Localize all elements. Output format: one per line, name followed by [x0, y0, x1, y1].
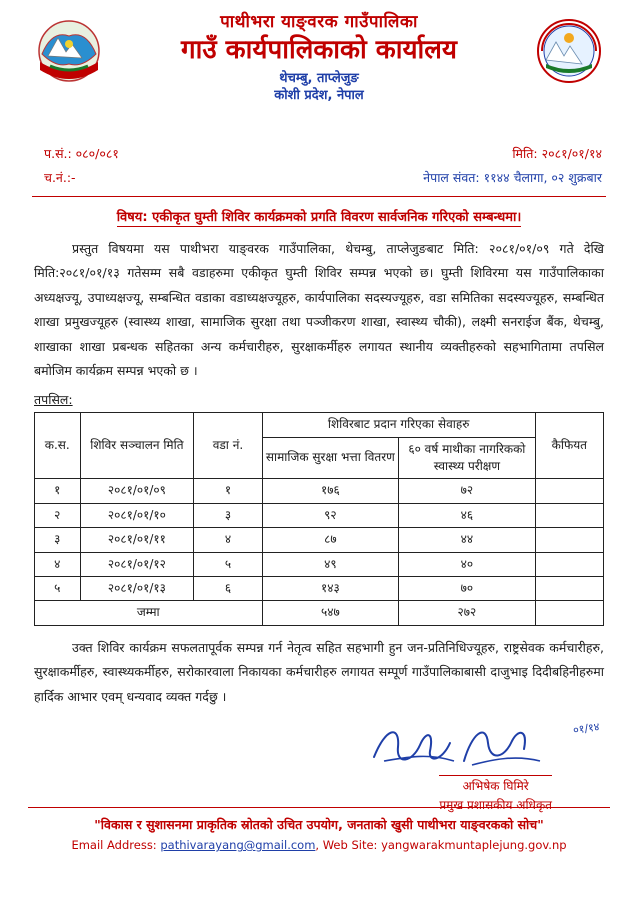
letter-date: मिति: २०८१/०१/१४ [512, 146, 602, 161]
header-remarks: कैफियत [535, 413, 603, 479]
cell-remarks [535, 552, 603, 576]
reference-left [44, 142, 119, 190]
header-services-group: शिविरबाट प्रदान गरिएका सेवाहरु [262, 413, 535, 437]
organization-line-2: गाउँ कार्यपालिकाको कार्यालय [181, 35, 457, 66]
cell-remarks [535, 479, 603, 503]
email-address[interactable]: pathivarayang@gmail.com [160, 838, 316, 852]
cell-service-2: ७२ [399, 479, 536, 503]
body-paragraph-2: उक्त शिविर कार्यक्रम सफलतापूर्वक सम्पन्न गर्न नेतृत्व सहित सहभागी हुन जन-प्रतिनिधिज्यूहरु, राष्ट्रसेवक कर्मचारीहरु, सुरक्षाकर्मीहरु, स्वास्थ्यकर्मीहरु, सरोकारवाला निकायका कर्मचारीहरु लगायत सम्पूर्ण गाउँपालिकाबासी दाजुभाइ दिदीबहिनीहरुमा हार्दिक आभार एवम् धन्यवाद व्यक्त गर्दछु । [34, 639, 604, 704]
header-service-1: सामाजिक सुरक्षा भत्ता वितरण [262, 437, 399, 479]
nepal-government-emblem-icon [32, 14, 106, 88]
cell-remarks [535, 576, 603, 600]
table-total-row [35, 601, 604, 625]
table-row [35, 576, 604, 600]
cell-ward: ५ [194, 552, 262, 576]
signatory-name: अभिषेक घिमिरे [439, 775, 552, 796]
chalani-number: च.नं.:- [44, 169, 76, 185]
footer [28, 807, 610, 852]
cell-service-1: १४३ [262, 576, 399, 600]
total-service-1: ५४७ [262, 601, 399, 625]
cell-date: २०८१/०१/१३ [80, 576, 194, 600]
total-service-2: २७२ [399, 601, 536, 625]
cell-service-1: १७६ [262, 479, 399, 503]
subject-prefix: विषय: [116, 210, 148, 225]
tapsil-label: तपसिल: [34, 392, 73, 408]
organization-address-line-1: थेचम्बु, ताप्लेजुङ [279, 70, 359, 86]
subject-text: एकीकृत घुम्ती शिविर कार्यक्रमको प्रगति विवरण सार्वजनिक गरिएको सम्बन्धमा। [152, 210, 522, 225]
body-paragraph-1: प्रस्तुत विषयमा यस पाथीभरा याङ्वरक गाउँपालिका, थेचम्बु, ताप्लेजुङबाट मिति: २०८१/०१/०९ गते देखि मिति:२०८१/०१/१३ गतेसम्म सबै वडाहरुमा एकीकृत घुम्ती शिविर सम्पन्न भएको छ। घुम्ती शिविरमा यस गाउँपालिकाका अध्यक्षज्यू, उपाध्यक्षज्यू, सम्बन्धित वडाका वडाध्यक्षज्यूहरु, कार्यपालिका सदस्यज्यूहरु, वडा समितिका सदस्यज्यूहरु, सम्बन्धित शाखा प्रमुखज्यूहरु (स्वास्थ्य शाखा, सामाजिक सुरक्षा तथा पञ्जीकरण शाखा, स्वास्थ्य चौकी), लक्ष्मी सनराईज बैंक, थेचम्बु, शाखाका शाखा प्रबन्धक सहितका अन्य कर्मचारीहरु, सुरक्षाकर्मीहरु लगायत स्थानीय व्यक्तीहरुको सहभागितामा तपसिल बमोजिम कार्यक्रम सम्पन्न भएको छ । [34, 241, 604, 378]
cell-service-2: ७० [399, 576, 536, 600]
header-date: शिविर सञ्चालन मिति [80, 413, 194, 479]
cell-sn: २ [35, 503, 81, 527]
website-label: , Web Site: [315, 838, 378, 852]
cell-service-1: ८७ [262, 528, 399, 552]
cell-service-2: ४६ [399, 503, 536, 527]
cell-date: २०८१/०१/१० [80, 503, 194, 527]
cell-sn: ५ [35, 576, 81, 600]
footer-divider [28, 807, 610, 808]
handwritten-signature-icon [368, 717, 558, 775]
header-service-2: ६० वर्ष माथीका नागरिकको स्वास्थ्य परीक्षण [399, 437, 536, 479]
reference-right [423, 142, 602, 190]
total-label: जम्मा [35, 601, 263, 625]
cell-date: २०८१/०१/०९ [80, 479, 194, 503]
reference-row [28, 142, 610, 194]
cell-ward: ४ [194, 528, 262, 552]
table-row [35, 503, 604, 527]
header-ward: वडा नं. [194, 413, 262, 479]
table-row [35, 552, 604, 576]
subject-line [28, 207, 610, 225]
cell-sn: ३ [35, 528, 81, 552]
cell-service-1: ९२ [262, 503, 399, 527]
progress-table [34, 412, 604, 626]
cell-remarks [535, 503, 603, 527]
cell-date: २०८१/०१/१२ [80, 552, 194, 576]
cell-ward: ६ [194, 576, 262, 600]
cell-ward: १ [194, 479, 262, 503]
organization-line-1: पाथीभरा याङ्वरक गाउँपालिका [220, 12, 418, 32]
table-header-row-1 [35, 413, 604, 437]
footer-contact [28, 838, 610, 852]
patra-sankhya: प.सं.: ०८०/०८१ [44, 146, 119, 161]
signature-date: ०१/१४ [572, 720, 601, 737]
table-row [35, 479, 604, 503]
cell-service-2: ४० [399, 552, 536, 576]
organization-address-line-2: कोशी प्रदेश, नेपाल [274, 88, 364, 104]
nepal-sambat-date: नेपाल संवत: ११४४ चैलागा, ०२ शुक्रबार [423, 169, 602, 185]
cell-service-1: ४९ [262, 552, 399, 576]
cell-ward: ३ [194, 503, 262, 527]
cell-sn: १ [35, 479, 81, 503]
letterhead [28, 0, 610, 136]
email-label: Email Address: [71, 838, 157, 852]
cell-service-2: ४४ [399, 528, 536, 552]
table-row [35, 528, 604, 552]
footer-slogan: "विकास र सुशासनमा प्राकृतिक स्रोतको उचित उपयोग, जनताको खुसी पाथीभरा याङ्वरकको सोच" [94, 817, 544, 832]
website-address[interactable]: yangwarakmuntaplejung.gov.np [381, 838, 567, 852]
total-remarks [535, 601, 603, 625]
signatory-title: प्रमुख प्रशासकीय अधिकृत [439, 798, 552, 813]
cell-sn: ४ [35, 552, 81, 576]
cell-date: २०८१/०१/११ [80, 528, 194, 552]
header-sn: क.स. [35, 413, 81, 479]
header-divider [32, 196, 606, 197]
cell-remarks [535, 528, 603, 552]
municipality-logo-icon [532, 14, 606, 88]
